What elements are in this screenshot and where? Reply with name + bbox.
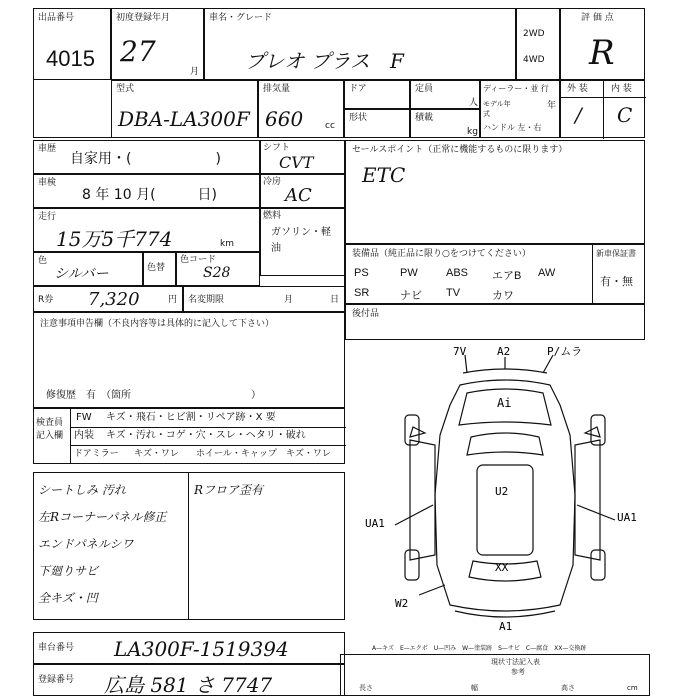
history-type-value: 自家用・( ) — [70, 151, 221, 167]
sales-point-value: ETC — [362, 163, 406, 187]
type-cell — [111, 80, 258, 138]
lot-number: 4015 — [46, 46, 95, 71]
shift-value: CVT — [279, 153, 314, 172]
mark-a2: A2 — [497, 345, 511, 358]
equipment-item: エアB — [492, 270, 522, 282]
car-damage-diagram — [355, 345, 655, 635]
model-cell — [204, 8, 516, 80]
wheel-items: キズ・ワレ — [286, 449, 331, 459]
height-label: 高さ — [561, 684, 575, 692]
handle-label: ハンドル 左・右 — [483, 123, 542, 132]
recycle-cell — [33, 286, 183, 312]
notes-block — [33, 312, 345, 408]
type-value: DBA-LA300F — [118, 107, 250, 131]
equipment-row-2 — [354, 285, 590, 303]
model-year-label: モデル年式 — [483, 100, 511, 118]
mileage-cell — [33, 208, 260, 252]
equipment-label: 装備品（純正品に限り○をつけてください） — [352, 249, 531, 259]
drive-cell — [516, 8, 560, 80]
mileage-value: 15万5千774 — [56, 227, 173, 251]
fuel-cell — [260, 208, 345, 276]
mileage-label: 走行 — [38, 212, 57, 222]
color-code-label: 色コード — [180, 255, 217, 265]
lot-cell — [33, 8, 111, 80]
name-change-month: 月 — [284, 295, 294, 305]
equipment-block — [345, 244, 645, 304]
inspector-block — [33, 408, 345, 464]
color-label: 色 — [38, 256, 48, 266]
remark-line: Rフロア歪有 — [194, 483, 264, 497]
color-value: シルバー — [54, 266, 109, 282]
dealer-cell — [480, 80, 560, 138]
displacement-value: 660 — [265, 107, 304, 131]
fw-label: FW — [76, 412, 92, 423]
equipment-item: AW — [538, 267, 556, 279]
rating-cell — [560, 8, 645, 80]
recycle-unit: 円 — [168, 295, 178, 305]
equipment-item: SR — [354, 287, 370, 299]
inspection-label: 車検 — [38, 178, 57, 188]
model-year-unit: 年 — [547, 101, 557, 111]
ac-cell — [260, 174, 345, 208]
ac-value: AC — [285, 185, 312, 206]
plate-value: 広島 581 さ 7747 — [104, 673, 273, 697]
ac-label: 冷房 — [263, 177, 282, 187]
mark-a1: A1 — [499, 620, 513, 633]
remark-line: 下廻りサビ — [38, 564, 99, 578]
dealer-label: ディーラー・並 行 — [483, 84, 549, 93]
name-change-day: 日 — [330, 295, 340, 305]
mark-pmura: P/ムラ — [547, 345, 583, 358]
length-label: 長さ — [359, 684, 373, 692]
new-car-value: 有・無 — [600, 275, 633, 288]
mirror-items: キズ・ワレ — [134, 449, 179, 459]
inspection-cell — [33, 174, 260, 208]
equipment-item: カワ — [492, 290, 514, 302]
displacement-cell — [258, 80, 344, 138]
interior-value: C — [617, 103, 633, 127]
remark-line: 左Rコーナーパネル修正 — [38, 510, 167, 524]
equipment-item: PW — [400, 267, 418, 279]
mark-ua1-right: UA1 — [617, 511, 637, 524]
mark-w2: W2 — [395, 597, 409, 610]
history-type-label: 車歴 — [38, 144, 57, 154]
dims-block — [340, 654, 650, 696]
rating-label: 評 価 点 — [581, 13, 614, 23]
interior-insp-label: 内装 — [74, 430, 94, 441]
shape-label: 形状 — [349, 113, 368, 123]
mark-ua1-left: UA1 — [365, 517, 385, 530]
color-code-value: S28 — [203, 265, 231, 281]
drive-4wd: 4WD — [523, 55, 545, 65]
width-label: 幅 — [471, 684, 478, 692]
fw-items: キズ・飛石・ヒビ割・リペア跡・X 要 — [106, 412, 276, 423]
shift-label: シフト — [263, 143, 291, 153]
exterior-label: 外 装 — [567, 84, 588, 94]
plate-cell — [33, 664, 345, 696]
equipment-item: TV — [446, 287, 461, 299]
mark-xx: XX — [495, 561, 509, 574]
chassis-value: LA300F-1519394 — [114, 637, 289, 661]
equipment-item: ABS — [446, 267, 469, 279]
rating-value: R — [589, 33, 615, 73]
load-label: 積載 — [415, 113, 434, 123]
inspector-label: 検査員記入欄 — [36, 418, 64, 441]
interior-label: 内 装 — [611, 84, 632, 94]
type-label: 型式 — [116, 84, 135, 94]
remarks-block — [33, 472, 345, 620]
equipment-item: ナビ — [400, 290, 422, 302]
dims-label: 現状寸法記入表 — [491, 658, 540, 666]
history-type-cell — [33, 140, 260, 174]
dims-ref: 参考 — [511, 668, 525, 676]
plate-label: 登録番号 — [38, 675, 75, 685]
lot-label: 出品番号 — [38, 13, 75, 23]
sales-point-block — [345, 140, 645, 244]
aftermarket-label: 後付品 — [352, 309, 380, 319]
name-change-cell — [183, 286, 345, 312]
recycle-label: R券 — [38, 295, 54, 305]
model-label: 車名・グレード — [209, 13, 273, 23]
recycle-value: 7,320 — [88, 289, 140, 310]
inspection-value: 8 年 10 月( 日) — [82, 187, 217, 203]
wheel-label: ホイール・キャップ — [196, 449, 277, 459]
mark-7v: 7V — [453, 345, 467, 358]
sales-point-label: セールスポイント（正常に機能するものに限ります） — [352, 145, 568, 155]
aftermarket-block — [345, 304, 645, 340]
cm-unit: cm — [627, 684, 638, 692]
load-unit: kg — [467, 127, 478, 137]
notes-label: 注意事項申告欄（不良内容等は具体的に記入して下さい） — [40, 319, 275, 329]
door-label: ドア — [349, 84, 367, 94]
repair-label: 修復歴 有 （箇所 ） — [46, 390, 261, 401]
new-car-label: 新車保証書 — [596, 249, 636, 258]
color-change-cell — [143, 252, 176, 286]
remarks-left-list — [38, 477, 186, 612]
interior-insp-items: キズ・汚れ・コゲ・穴・スレ・ヘタリ・破れ — [106, 430, 306, 441]
chassis-label: 車台番号 — [38, 643, 75, 653]
model-name: プレオ プラス F — [245, 49, 404, 73]
color-cell — [33, 252, 143, 286]
capacity-unit: 人 — [469, 98, 479, 108]
remark-line: エンドパネルシワ — [38, 537, 134, 551]
displacement-label: 排気量 — [263, 84, 291, 94]
color-code-cell — [176, 252, 260, 286]
mileage-unit: km — [220, 239, 234, 249]
shift-cell — [260, 140, 345, 174]
first-reg-cell — [111, 8, 204, 80]
name-change-label: 名変期限 — [188, 295, 225, 305]
chassis-cell — [33, 632, 345, 664]
first-reg-label: 初度登録年月 — [116, 13, 171, 23]
first-reg-month: 月 — [190, 67, 200, 77]
shape-cell — [344, 109, 410, 138]
remark-line: 全キズ・凹 — [38, 591, 98, 605]
remark-line: シートしみ 汚れ — [38, 483, 126, 497]
equipment-item: PS — [354, 267, 369, 279]
load-cell — [410, 109, 480, 138]
drive-2wd: 2WD — [523, 29, 545, 39]
fuel-value: ガソリン・軽 油 — [271, 227, 341, 254]
color-change-label: 色替 — [147, 263, 166, 273]
mirror-label: ドアミラー — [74, 449, 119, 459]
mark-u2: U2 — [495, 485, 509, 498]
displacement-unit: cc — [325, 121, 335, 131]
door-cell — [344, 80, 410, 109]
equipment-row-1 — [354, 265, 590, 283]
remarks-right-list — [194, 477, 342, 504]
exterior-value: / — [575, 103, 582, 127]
first-reg-year: 27 — [120, 35, 156, 68]
mark-ai: Ai — [497, 396, 512, 410]
capacity-label: 定員 — [415, 84, 434, 94]
ext-int-cell — [560, 80, 645, 138]
fuel-label: 燃料 — [263, 211, 282, 221]
capacity-cell — [410, 80, 480, 109]
damage-legend: A—キズ E—エクボ U—凹み W—塗装跡 S—サビ C—腐食 XX—交換跡 — [372, 645, 587, 652]
